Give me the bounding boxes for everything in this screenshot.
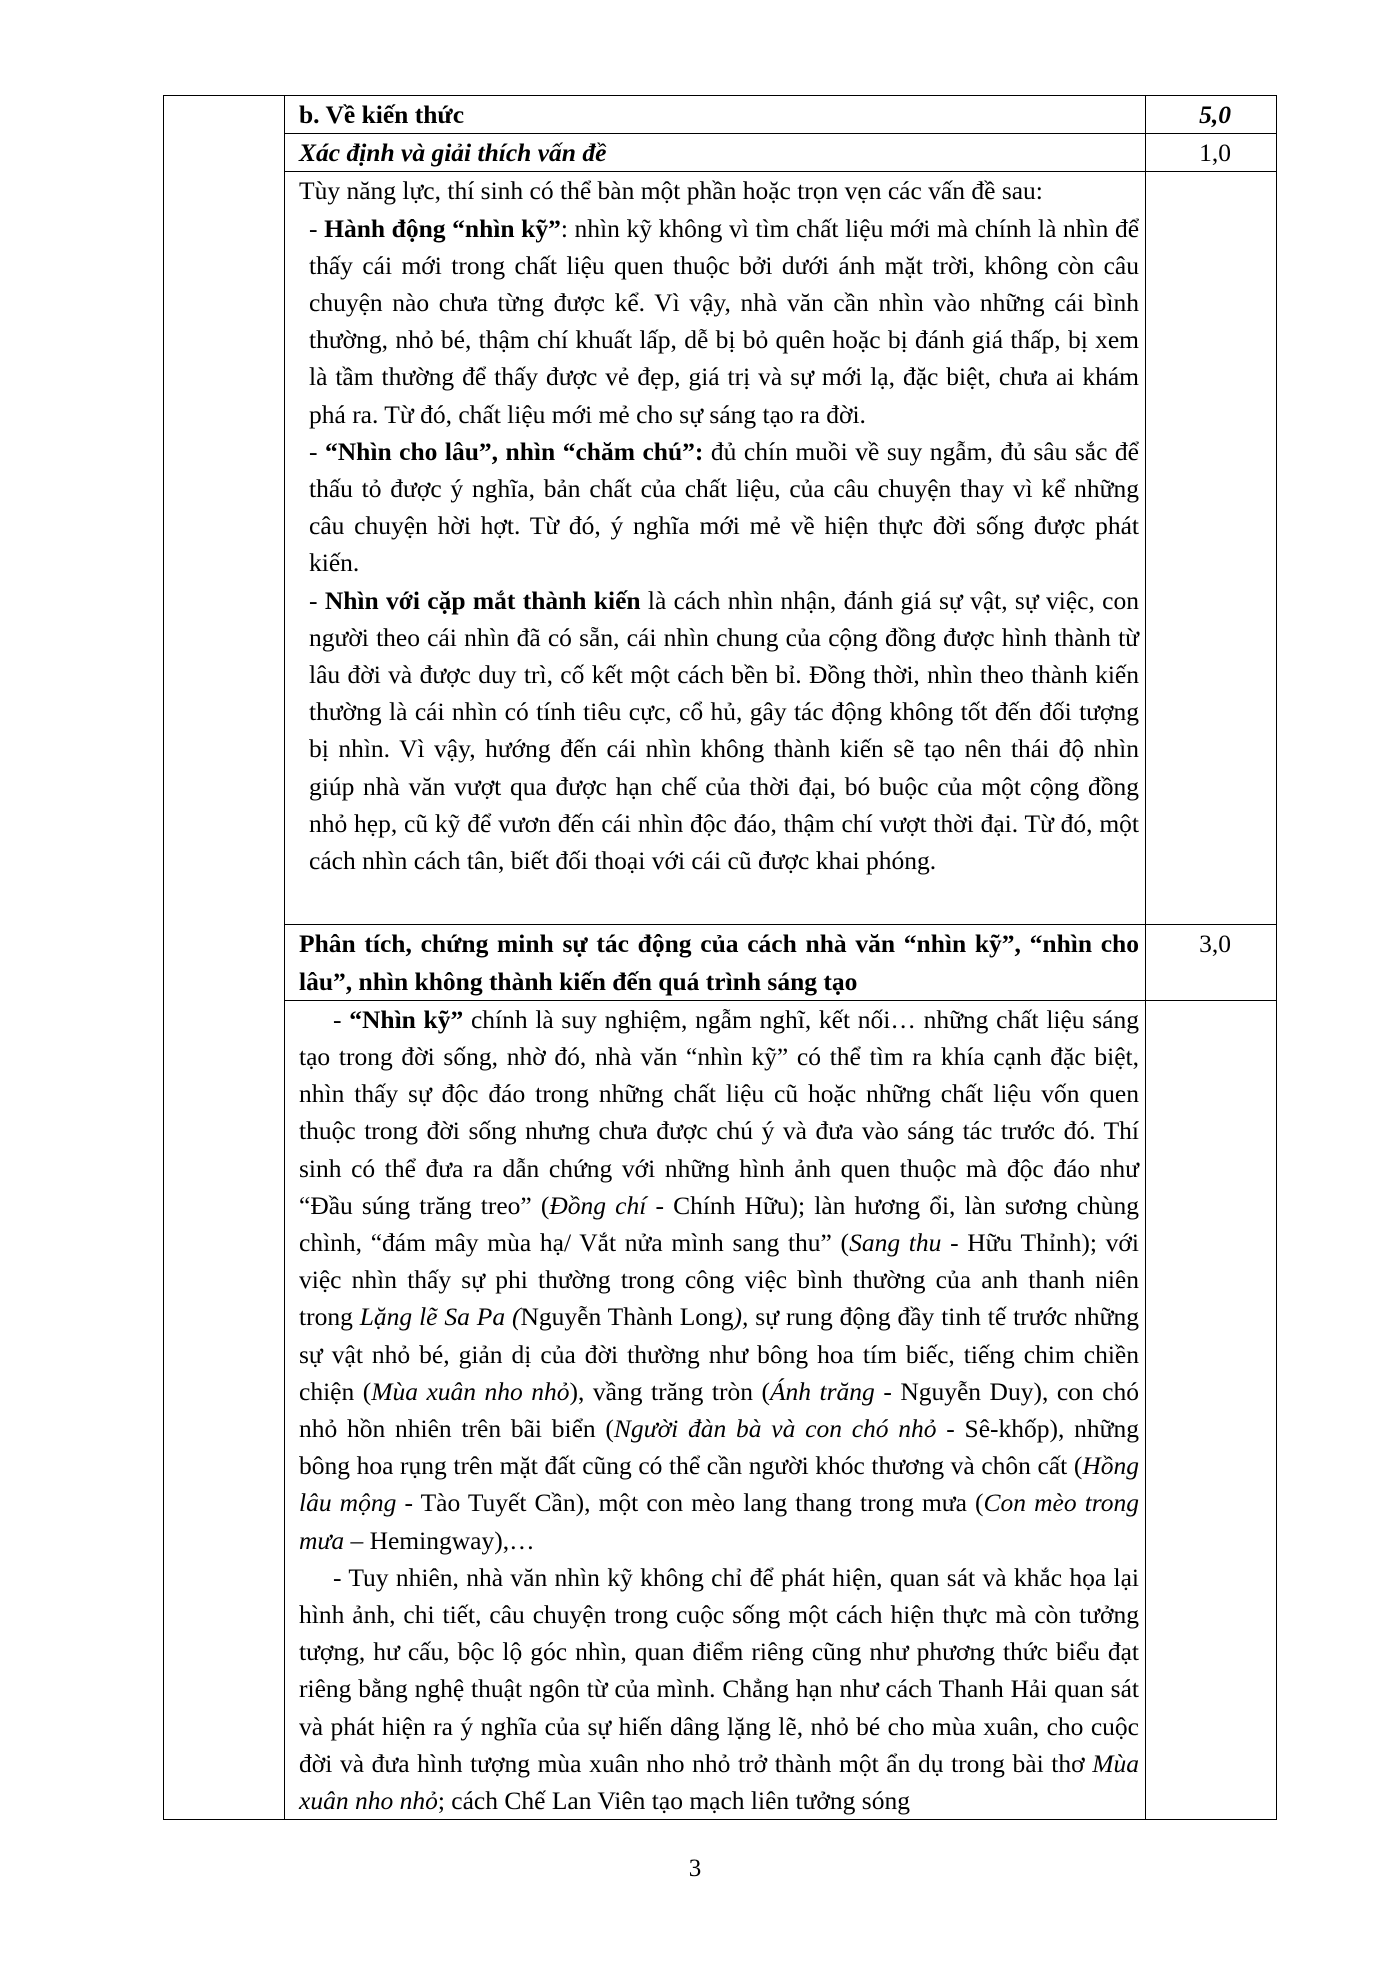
- identify-body-cell: [285, 172, 1146, 925]
- identify-point-2: - “Nhìn cho lâu”, nhìn “chăm chú”: đủ chín muồi về suy ngẫm, đủ sâu sắc để thấu tỏ được ý nghĩa, bản chất của chất liệu, của câu chuyện thay vì kể những câu chuyện hời hợt. Từ đó, ý nghĩa mới mẻ về hiện thực đời sống được phát kiến.: [309, 436, 1139, 578]
- analysis-score-cell: [1146, 925, 1277, 1000]
- table-row: [164, 1000, 1277, 1819]
- table-row: [164, 134, 1277, 172]
- table-row: [164, 925, 1277, 1000]
- identify-point-3: - Nhìn với cặp mắt thành kiến là cách nhìn nhận, đánh giá sự vật, sự việc, con người theo cái nhìn đã có sẵn, cái nhìn chung của cộng đồng được hình thành từ lâu đời và được duy trì, cố kết một cách bền bỉ. Đồng thời, nhìn theo thành kiến thường là cái nhìn có tính tiêu cực, cổ hủ, gây tác động không tốt đến đối tượng bị nhìn. Vì vậy, hướng đến cái nhìn không thành kiến sẽ tạo nên thái độ nhìn giúp nhà văn vượt qua được hạn chế của thời đại, bó buộc của một cộng đồng nhỏ hẹp, cũ kỹ để vươn đến cái nhìn độc đáo, thậm chí vượt thời đại. Từ đó, một cách nhìn cách tân, biết đối thoại với cái cũ được khai phóng.: [309, 585, 1139, 876]
- knowledge-score: 5,0: [1199, 100, 1231, 129]
- left-column-cell: [164, 96, 285, 1820]
- analysis-score: 3,0: [1199, 929, 1231, 959]
- grading-table: [163, 95, 1277, 1820]
- empty-score-cell: [1146, 1000, 1277, 1819]
- table-row: [164, 96, 1277, 134]
- analysis-point-1: - “Nhìn kỹ” chính là suy nghiệm, ngẫm nghĩ, kết nối… những chất liệu sáng tạo trong đời sống, nhờ đó, nhà văn “nhìn kỹ” có thể tìm ra khía cạnh đặc biệt, nhìn thấy sự độc đáo trong những chất liệu cũ hoặc những chất liệu vốn quen thuộc trong đời sống nhưng chưa được chú ý và đưa vào sáng tác trước đó. Thí sinh có thể đưa ra dẫn chứng với những hình ảnh quen thuộc mà độc đáo như “Đầu súng trăng treo” (Đồng chí - Chính Hữu); làn hương ổi, làn sương chùng chình, “đám mây mùa hạ/ Vắt nửa mình sang thu” (Sang thu - Hữu Thỉnh); với việc nhìn thấy sự phi thường trong công việc bình thường của anh thanh niên trong Lặng lẽ Sa Pa (Nguyễn Thành Long), sự rung động đầy tinh tế trước những sự vật nhỏ bé, giản dị của đời thường như bông hoa tím biếc, tiếng chim chiền chiện (Mùa xuân nho nhỏ), vầng trăng tròn (Ánh trăng - Nguyễn Duy), con chó nhỏ hồn nhiên trên bãi biển (Người đàn bà và con chó nhỏ - Sê-khốp), những bông hoa rụng trên mặt đất cũng có thể cần người khóc thương và chôn cất (Hồng lâu mộng - Tào Tuyết Cần), một con mèo lang thang trong mưa (Con mèo trong mưa – Hemingway),…: [299, 1004, 1140, 1555]
- analysis-heading-cell: [285, 925, 1146, 1000]
- identify-heading-cell: [285, 134, 1146, 172]
- identify-intro: Tùy năng lực, thí sinh có thể bàn một phần hoặc trọn vẹn các vấn đề sau:: [299, 176, 1043, 206]
- page-number: 3: [688, 1855, 702, 1882]
- identify-heading: Xác định và giải thích vấn đề: [299, 138, 607, 168]
- knowledge-heading-cell: [285, 96, 1146, 134]
- empty-score-cell: [1146, 172, 1277, 925]
- analysis-point-2: - Tuy nhiên, nhà văn nhìn kỹ không chỉ để phát hiện, quan sát và khắc họa lại hình ảnh, chi tiết, câu chuyện trong cuộc sống một cách hiện thực mà còn tưởng tượng, hư cấu, bộc lộ góc nhìn, quan điểm riêng cũng như phương thức biểu đạt riêng bằng nghệ thuật ngôn từ của mình. Chẳng hạn như cách Thanh Hải quan sát và phát hiện ra ý nghĩa của sự hiến dâng lặng lẽ, nhỏ bé cho mùa xuân, cho cuộc đời và đưa hình tượng mùa xuân nho nhỏ trở thành một ẩn dụ trong bài thơ Mùa xuân nho nhỏ; cách Chế Lan Viên tạo mạch liên tưởng sóng: [299, 1562, 1139, 1816]
- analysis-body-cell: [285, 1000, 1146, 1819]
- knowledge-heading: b. Về kiến thức: [299, 100, 465, 129]
- knowledge-score-cell: [1146, 96, 1277, 134]
- table-row: [164, 172, 1277, 925]
- identify-score-cell: [1146, 134, 1277, 172]
- identify-score: 1,0: [1199, 138, 1231, 168]
- identify-point-1: - Hành động “nhìn kỹ”: nhìn kỹ không vì tìm chất liệu mới mà chính là nhìn để thấy cái mới trong chất liệu quen thuộc bởi dưới ánh mặt trời, không còn câu chuyện nào chưa từng được kể. Vì vậy, nhà văn cần nhìn vào những cái bình thường, nhỏ bé, thậm chí khuất lấp, dễ bị bỏ quên hoặc bị đánh giá thấp, bị xem là tầm thường để thấy được vẻ đẹp, giá trị và sự mới lạ, đặc biệt, chưa ai khám phá ra. Từ đó, chất liệu mới mẻ cho sự sáng tạo ra đời.: [309, 213, 1140, 429]
- analysis-heading: Phân tích, chứng minh sự tác động của cách nhà văn “nhìn kỹ”, “nhìn cho lâu”, nhìn không thành kiến đến quá trình sáng tạo: [299, 929, 1139, 996]
